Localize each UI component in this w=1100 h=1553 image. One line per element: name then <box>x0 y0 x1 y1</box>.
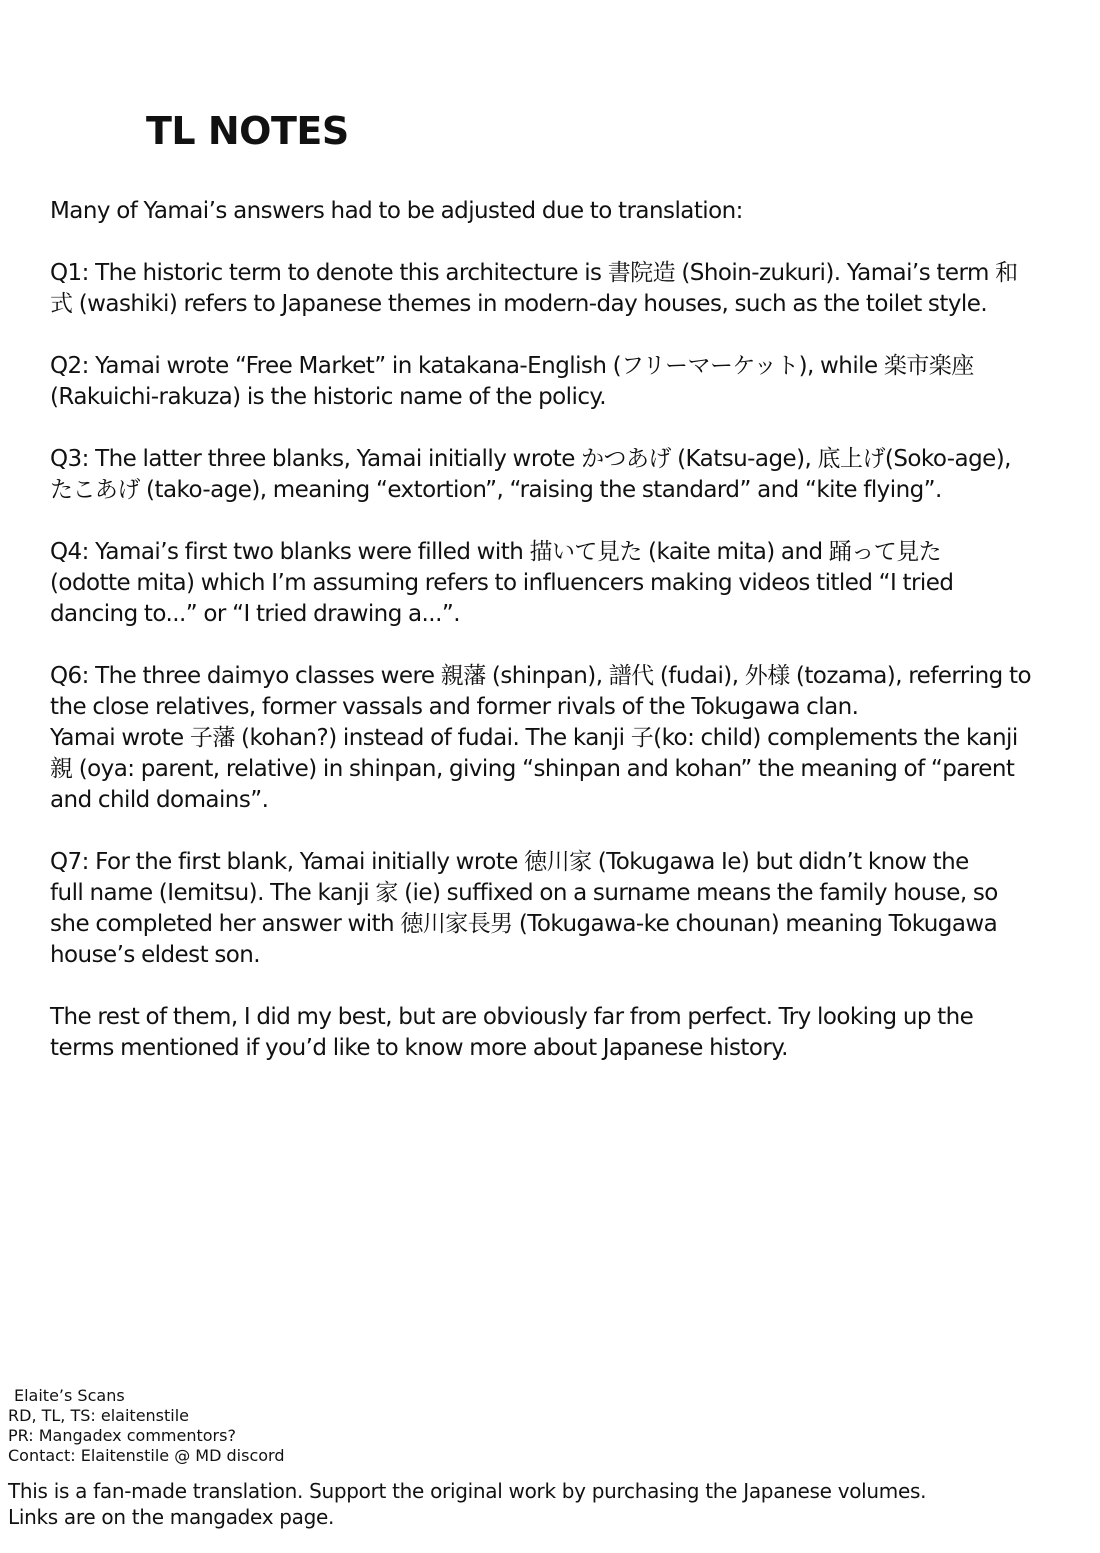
credit-contact: Contact: Elaitenstile @ MD discord <box>8 1446 285 1465</box>
intro-paragraph: Many of Yamai’s answers had to be adjusted due to translation: <box>50 198 743 224</box>
credit-proofreader: PR: Mangadex commentors? <box>8 1426 236 1445</box>
tl-notes-body <box>50 196 1080 1095</box>
note-q6: Q6: The three daimyo classes were 親藩 (shinpan), 譜代 (fudai), 外様 (tozama), referring to the close relatives, former vassals and former rivals of the Tokugawa clan. Yamai wrote 子藩 (kohan?) instead of fudai. The kanji 子(ko: child) complements the kanji 親 (oya: parent, relative) in shinpan, giving “shinpan and kohan” the meaning of “parent and child domains”. <box>50 663 1031 813</box>
disclaimer-line-links: Links are on the mangadex page. <box>8 1505 335 1529</box>
page-title: TL NOTES <box>146 109 349 153</box>
note-q7: Q7: For the first blank, Yamai initially wrote 徳川家 (Tokugawa Ie) but didn’t know the full name (Iemitsu). The kanji 家 (ie) suffixed on a surname means the family house, so she completed her answer with 徳川家長男 (Tokugawa-ke chounan) meaning Tokugawa house’s eldest son. <box>50 849 998 968</box>
note-q3: Q3: The latter three blanks, Yamai initially wrote かつあげ (Katsu-age), 底上げ(Soko-age), たこあげ (tako-age), meaning “extortion”, “raising the standard” and “kite flying”. <box>50 446 1011 503</box>
closing-paragraph: The rest of them, I did my best, but are obviously far from perfect. Try looking up the terms mentioned if you’d like to know more about Japanese history. <box>50 1004 974 1061</box>
note-q2: Q2: Yamai wrote “Free Market” in katakana-English (フリーマーケット), while 楽市楽座 (Rakuichi-rakuza) is the historic name of the policy. <box>50 353 974 410</box>
scanlation-credits <box>8 1386 608 1466</box>
note-q4: Q4: Yamai’s first two blanks were filled with 描いて見た (kaite mita) and 踊って見た (odotte mita) which I’m assuming refers to influencers making videos titled “I tried dancing to...” or “I tried drawing a...”. <box>50 539 954 627</box>
credit-roles: RD, TL, TS: elaitenstile <box>8 1406 190 1425</box>
note-q1: Q1: The historic term to denote this architecture is 書院造 (Shoin-zukuri). Yamai’s term 和 式 (washiki) refers to Japanese themes in modern-day houses, such as the toilet style. <box>50 260 1018 317</box>
group-name: Elaite’s Scans <box>14 1386 125 1405</box>
disclaimer <box>8 1478 1088 1530</box>
disclaimer-line-support: This is a fan-made translation. Support the original work by purchasing the Japanese volumes. <box>8 1479 927 1503</box>
